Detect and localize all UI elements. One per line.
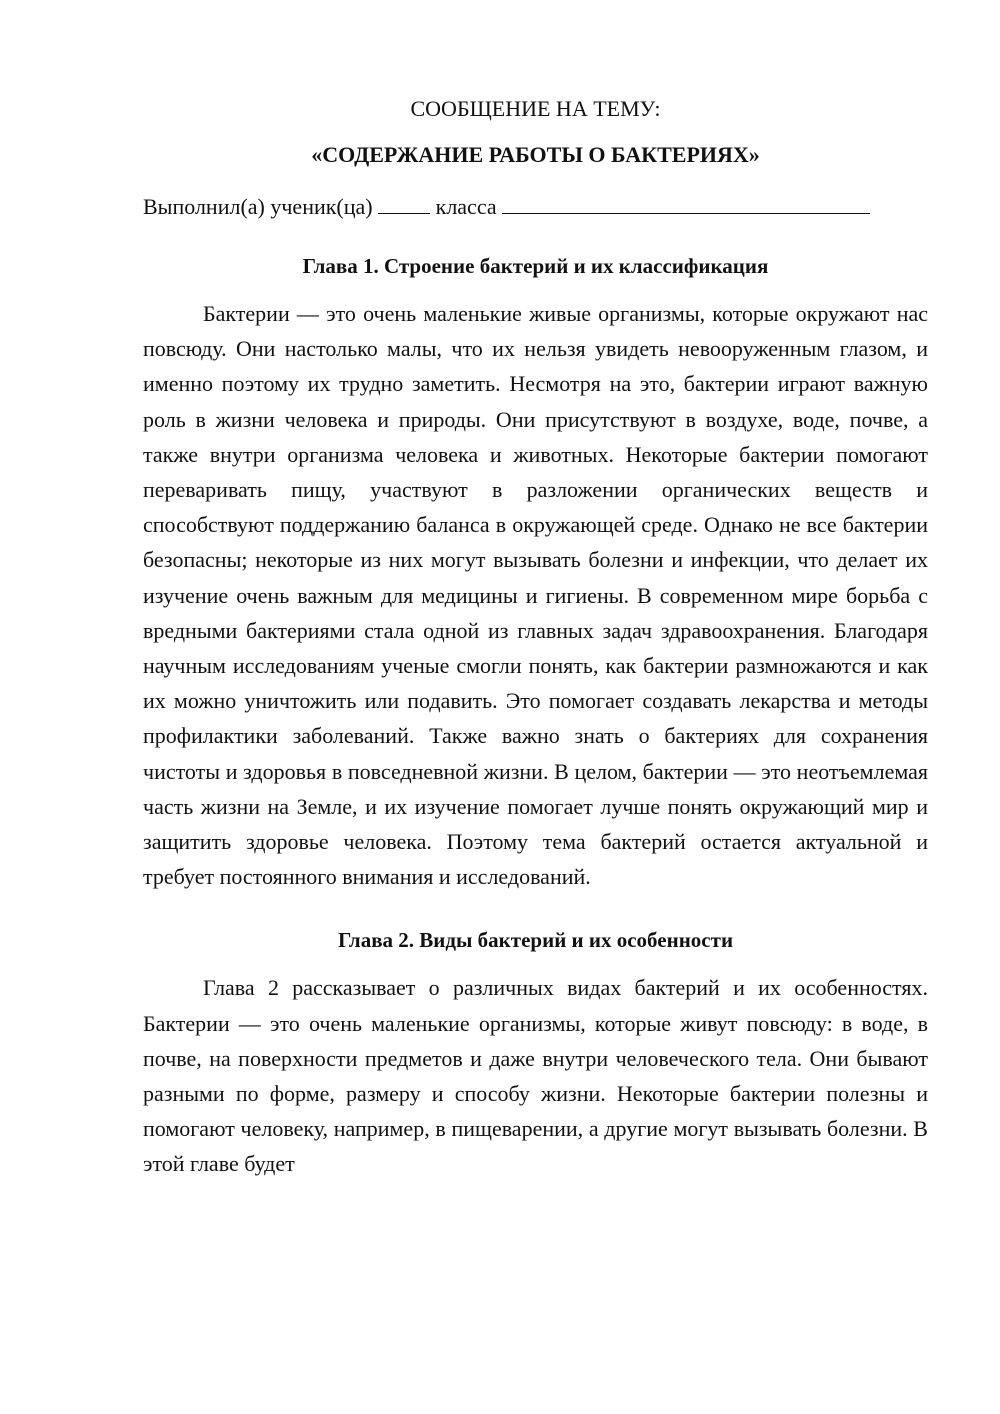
performed-by-label: Выполнил(а) ученик(ца)	[143, 194, 373, 219]
document-title-prefix: СООБЩЕНИЕ НА ТЕМУ:	[410, 96, 661, 121]
class-label: класса	[435, 194, 497, 219]
chapter-1-heading: Глава 1. Строение бактерий и их классификация	[302, 254, 769, 278]
author-line	[143, 190, 928, 224]
student-name-blank	[502, 191, 870, 214]
chapter-1-paragraph: Бактерии — это очень маленькие живые организмы, которые окружают нас повсюду. Они настолько малы, что их нельзя увидеть невооруженным глазом, и именно поэтому их трудно заметить. Несмотря на это, бактерии играют важную роль в жизни человека и природы. Они присутствуют в воздухе, воде, почве, а также внутри организма человека и животных. Некоторые бактерии помогают переваривать пищу, участвуют в разложении органических веществ и способствуют поддержанию баланса в окружающей среде. Однако не все бактерии безопасны; некоторые из них могут вызывать болезни и инфекции, что делает их изучение очень важным для медицины и гигиены. В современном мире борьба с вредными бактериями стала одной из главных задач здравоохранения. Благодаря научным исследованиям ученые смогли понять, как бактерии размножаются и как их можно уничтожить или подавить. Это помогает создавать лекарства и методы профилактики заболеваний. Также важно знать о бактериях для сохранения чистоты и здоровья в повседневной жизни. В целом, бактерии — это неотъемлемая часть жизни на Земле, и их изучение помогает лучше понять окружающий мир и защитить здоровье человека. Поэтому тема бактерий остается актуальной и требует постоянного внимания и исследований.	[143, 301, 928, 890]
document-page	[143, 92, 928, 1182]
chapter-2-paragraph: Глава 2 рассказывает о различных видах бактерий и их особенностях. Бактерии — это очень маленькие организмы, которые живут повсюду: в воде, в почве, на поверхности предметов и даже внутри человеческого тела. Они бывают разными по форме, размеру и способу жизни. Некоторые бактерии полезны и помогают человеку, например, в пищеварении, а другие могут вызывать болезни. В этой главе будет	[143, 975, 928, 1177]
document-title: «СОДЕРЖАНИЕ РАБОТЫ О БАКТЕРИЯХ»	[311, 142, 760, 167]
class-number-blank	[378, 191, 430, 214]
chapter-2-heading: Глава 2. Виды бактерий и их особенности	[337, 928, 734, 953]
